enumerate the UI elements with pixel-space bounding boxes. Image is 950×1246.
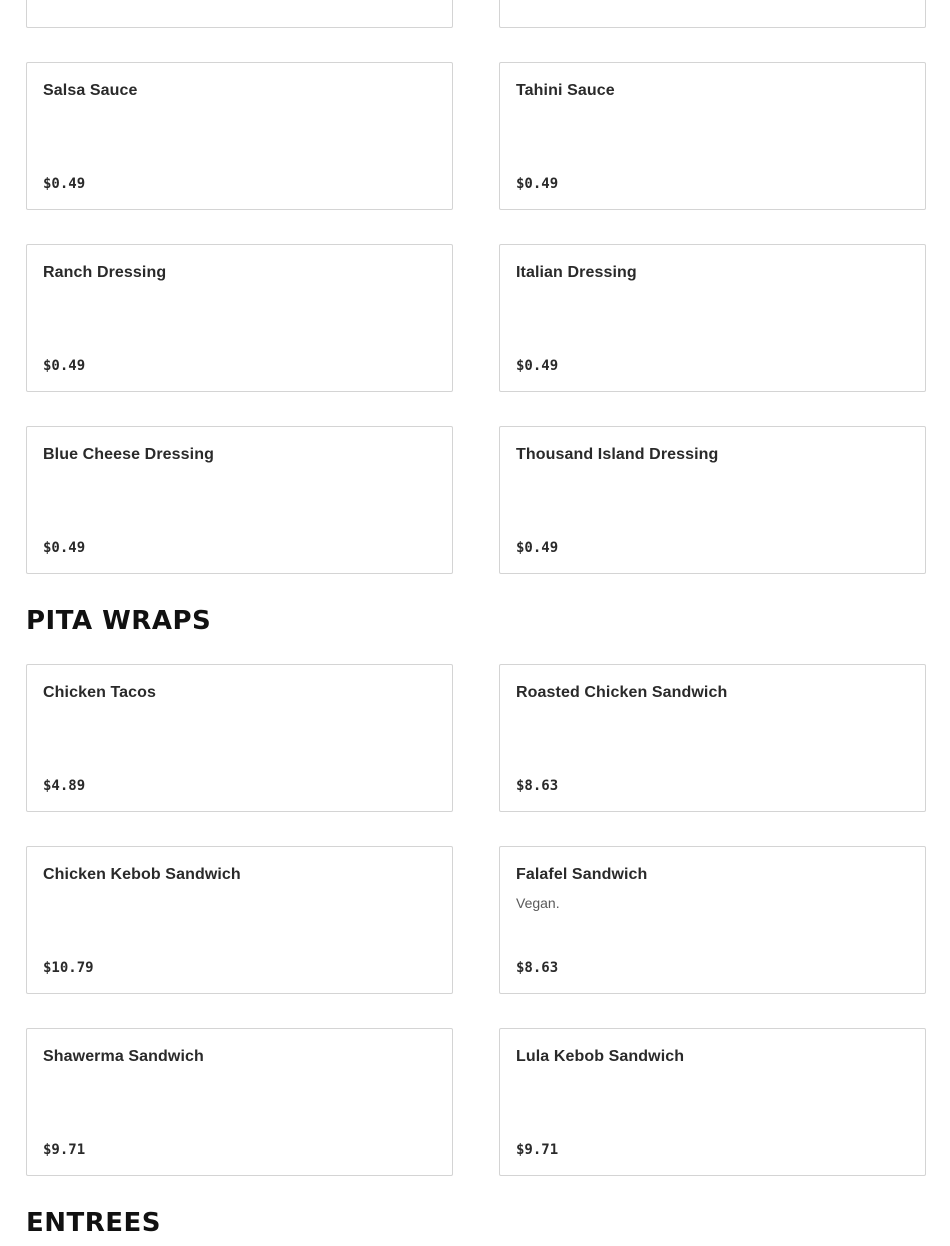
menu-item-card[interactable] [499, 62, 926, 210]
item-name: Salsa Sauce [43, 82, 138, 99]
menu-item-card[interactable] [26, 846, 453, 994]
menu-item-card[interactable] [499, 664, 926, 812]
item-price: $0.49 [43, 176, 86, 192]
item-price: $0.49 [516, 540, 559, 556]
item-name: Ranch Dressing [43, 264, 167, 281]
menu-item-card[interactable] [499, 244, 926, 392]
menu-item-card[interactable] [499, 0, 926, 28]
item-price: $0.49 [43, 358, 86, 374]
menu-item-card[interactable] [499, 1028, 926, 1176]
item-price: $8.63 [516, 778, 559, 794]
menu-item-card[interactable] [26, 0, 453, 28]
item-name: Lula Kebob Sandwich [516, 1048, 685, 1065]
item-price: $0.49 [516, 176, 559, 192]
item-name: Chicken Kebob Sandwich [43, 866, 241, 883]
item-price: $8.63 [516, 960, 559, 976]
menu-item-card[interactable] [26, 244, 453, 392]
menu-item-card[interactable] [499, 426, 926, 574]
item-name: Falafel Sandwich [516, 866, 648, 883]
menu-item-card[interactable] [26, 62, 453, 210]
item-price: $9.71 [516, 1142, 559, 1158]
menu-item-card[interactable] [499, 846, 926, 994]
section-heading-entrees: ENTREES [26, 1208, 162, 1238]
item-name: Thousand Island Dressing [516, 446, 719, 463]
item-price: $10.79 [43, 960, 94, 976]
item-name: Roasted Chicken Sandwich [516, 684, 728, 701]
item-price: $0.49 [43, 540, 86, 556]
section-heading-pita-wraps: PITA WRAPS [26, 606, 212, 636]
item-price: $0.49 [516, 358, 559, 374]
menu-item-card[interactable] [26, 1028, 453, 1176]
item-name: Shawerma Sandwich [43, 1048, 204, 1065]
item-name: Chicken Tacos [43, 684, 157, 701]
item-name: Blue Cheese Dressing [43, 446, 214, 463]
item-price: $4.89 [43, 778, 86, 794]
item-name: Italian Dressing [516, 264, 637, 281]
item-description: Vegan. [516, 895, 560, 911]
item-name: Tahini Sauce [516, 82, 615, 99]
menu-item-card[interactable] [26, 426, 453, 574]
menu-item-card[interactable] [26, 664, 453, 812]
item-price: $9.71 [43, 1142, 86, 1158]
